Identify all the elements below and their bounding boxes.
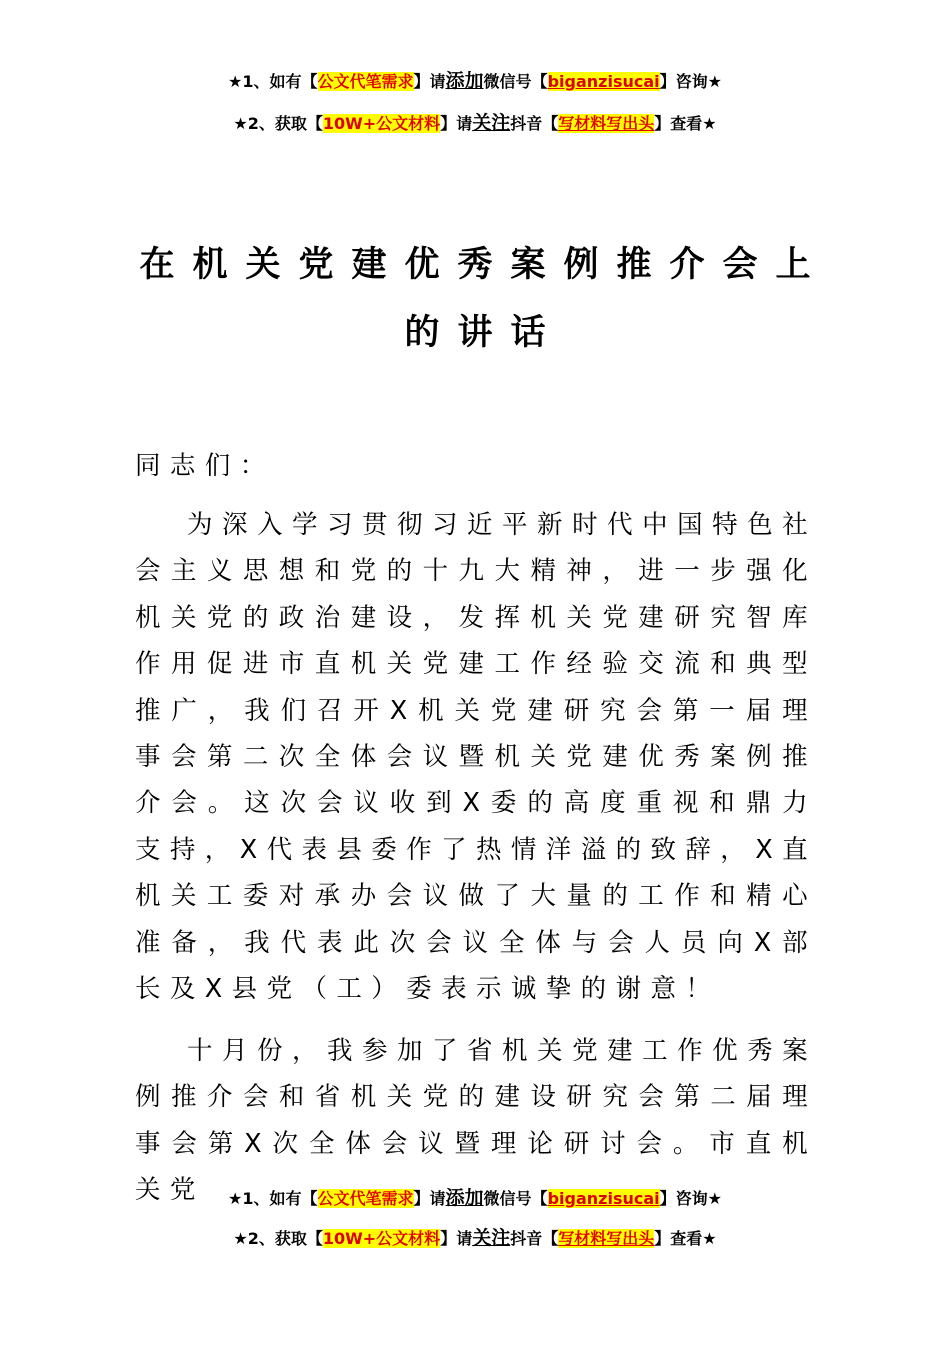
promo-text: 微信号【 <box>483 1189 548 1208</box>
body-paragraph-1: 为深入学习贯彻习近平新时代中国特色社会主义思想和党的十九大精神，进一步强化机关党的政治建设，发挥机关党建研究智库作用促进市直机关党建工作经验交流和典型推广，我们召开X机关党建研究会第一届理事会第二次全体会议暨机关党建优秀案例推介会。这次会议收到X委的高度重视和鼎力支持，X代表县委作了热情洋溢的致辞，X直机关工委对承办会议做了大量的工作和精心准备，我代表此次会议全体与会人员向X部长及X县党（工）委表示诚挚的谢意！ <box>135 510 817 1005</box>
promo-douyin-id: 写材料写出头 <box>558 1229 655 1248</box>
promo-emphasis: 关注 <box>472 1227 511 1249</box>
promo-text: 抖音【 <box>510 1229 559 1248</box>
promo-text: 抖音【 <box>510 114 559 133</box>
body-paragraph-2: 十月份，我参加了省机关党建工作优秀案例推介会和省机关党的建设研究会第二届理事会第X次全体会议暨理论研讨会。市直机关党 <box>135 1036 817 1206</box>
promo-douyin-id: 写材料写出头 <box>558 114 655 133</box>
promo-text: 微信号【 <box>483 72 548 91</box>
promo-text: ★2、获取【 <box>233 1229 323 1248</box>
promo-text: ★2、获取【 <box>233 114 323 133</box>
promo-highlight: 公文代笔需求 <box>317 1189 414 1208</box>
promo-text: 】咨询★ <box>659 1189 722 1208</box>
promo-emphasis: 添加 <box>445 1187 484 1209</box>
promo-wechat-id: biganzisucai <box>547 1189 660 1208</box>
document-title-line-2: 的讲话 <box>404 313 564 353</box>
promo-text: 】咨询★ <box>659 72 722 91</box>
footer-promo-line-2 <box>0 1227 950 1250</box>
promo-text: 】请 <box>440 114 473 133</box>
promo-text: 】查看★ <box>654 1229 717 1248</box>
header-promo-line-1 <box>0 70 950 93</box>
document-title-line-1: 在机关党建优秀案例推介会上 <box>139 245 829 285</box>
promo-text: 】请 <box>413 72 446 91</box>
promo-emphasis: 关注 <box>472 112 511 134</box>
promo-text: 】请 <box>440 1229 473 1248</box>
promo-text: 】查看★ <box>654 114 717 133</box>
promo-text: ★1、如有【 <box>228 72 318 91</box>
promo-text: 】请 <box>413 1189 446 1208</box>
footer-promo-line-1 <box>0 1187 950 1210</box>
promo-wechat-id: biganzisucai <box>547 72 660 91</box>
promo-highlight: 公文代笔需求 <box>317 72 414 91</box>
promo-highlight: 10W+公文材料 <box>322 114 441 133</box>
promo-text: ★1、如有【 <box>228 1189 318 1208</box>
header-promo-line-2 <box>0 112 950 135</box>
promo-emphasis: 添加 <box>445 70 484 92</box>
greeting: 同志们： <box>135 451 275 481</box>
promo-highlight: 10W+公文材料 <box>322 1229 441 1248</box>
